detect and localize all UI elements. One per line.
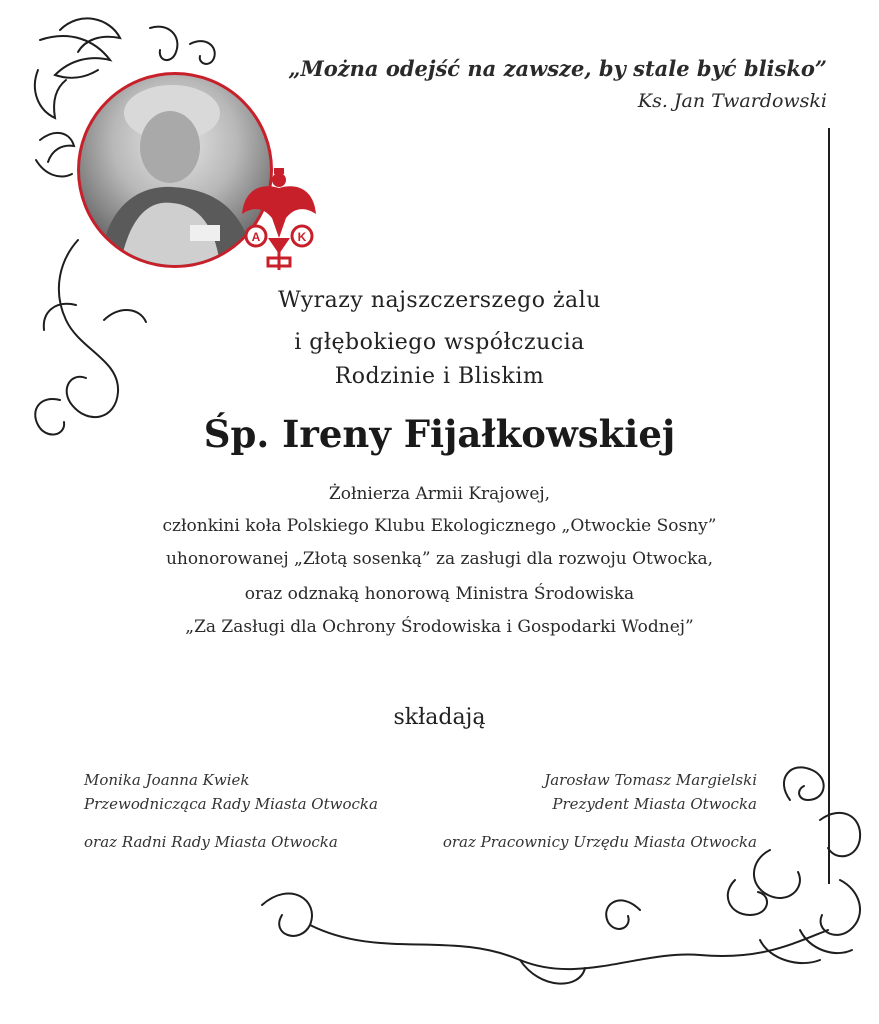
signature-left-group: oraz Radni Rady Miasta Otwocka <box>84 833 338 851</box>
bottom-vine <box>262 894 828 970</box>
signature-right-name: Jarosław Tomasz Margielski <box>544 771 757 789</box>
description-line-5: „Za Zasługi dla Ochrony Środowiska i Gospodarki Wodnej” <box>185 617 694 637</box>
heading-line-3: Rodzinie i Bliskim <box>334 364 545 389</box>
description-line-1: Żołnierza Armii Krajowej, <box>328 484 551 504</box>
description-line-3: uhonorowanej „Złotą sosenką” za zasługi dla rozwoju Otwocka, <box>165 549 713 569</box>
heading-line-2: i głębokiego współczucia <box>294 330 585 355</box>
emblem-letter-a: A <box>251 230 261 244</box>
signature-left-title: Przewodnicząca Rady Miasta Otwocka <box>84 795 378 813</box>
emblem-letter-k: K <box>297 230 307 244</box>
description-line-2: członkini koła Polskiego Klubu Ekologicznego „Otwockie Sosny” <box>162 516 717 536</box>
bottom-right-flourish <box>784 767 824 800</box>
offered-by-label: składają <box>393 705 486 730</box>
heading-line-1: Wyrazy najszczerszego żalu <box>278 288 601 313</box>
deceased-name: Śp. Ireny Fijałkowskiej <box>203 412 676 456</box>
signature-right-group: oraz Pracownicy Urzędu Miasta Otwocka <box>442 833 757 851</box>
signature-left-name: Monika Joanna Kwiek <box>84 771 250 789</box>
quote-author: Ks. Jan Twardowski <box>637 90 827 112</box>
ak-eagle-emblem <box>238 162 320 274</box>
top-left-flourish <box>40 36 110 78</box>
signature-right-title: Prezydent Miasta Otwocka <box>552 795 757 813</box>
left-vine <box>59 240 118 417</box>
vertical-divider <box>828 128 830 884</box>
quote-text: „Można odejść na zawsze, by stale być blisko” <box>288 56 827 81</box>
description-line-4: oraz odznaką honorową Ministra Środowiska <box>244 584 635 604</box>
